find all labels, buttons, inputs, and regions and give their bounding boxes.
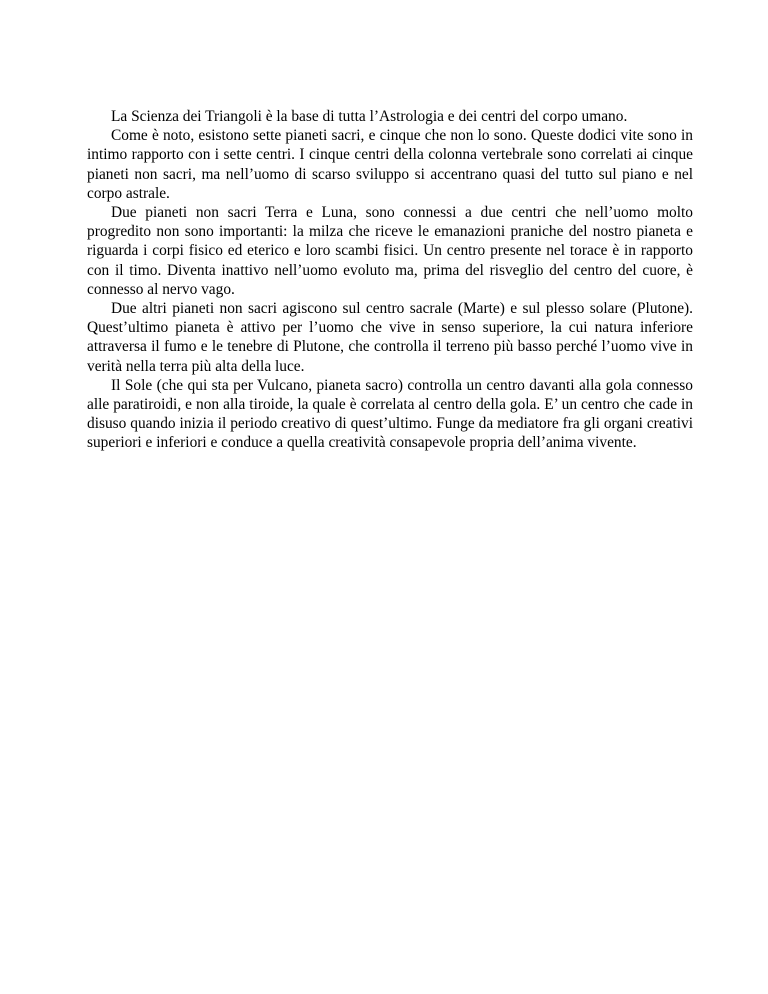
paragraph-triangles: La Scienza dei Triangoli è la base di tutta l’Astrologia e dei centri del corpo umano. bbox=[111, 108, 628, 125]
paragraph-sun-vulcan: Il Sole (che qui sta per Vulcano, pianeta sacro) controlla un centro davanti alla gola connesso alle paratiroidi, e non alla tiroide, la quale è correlata al centro della gola. E’ un centro che cade in disuso quando inizia il periodo creativo di quest’ultimo. Funge da mediatore fra gli organi creativi superiori e inferiori e conduce a quella creatività consapevole propria dell’anima vivente. bbox=[87, 376, 693, 452]
document-page bbox=[87, 107, 693, 453]
paragraph-earth-moon: Due pianeti non sacri Terra e Luna, sono connessi a due centri che nell’uomo molto progredito non sono importanti: la milza che riceve le emanazioni praniche del nostro pianeta e riguarda i corpi fisico ed eterico e loro scambi fisici. Un centro presente nel torace è in rapporto con il timo. Diventa inattivo nell’uomo evoluto ma, prima del risveglio del centro del cuore, è connesso al nervo vago. bbox=[87, 204, 693, 298]
paragraph-sacred-planets: Come è noto, esistono sette pianeti sacri, e cinque che non lo sono. Queste dodici vite sono in intimo rapporto con i sette centri. I cinque centri della colonna vertebrale sono correlati ai cinque pianeti non sacri, ma nell’uomo di scarso sviluppo si accentrano quasi del tutto sul piano e nel corpo astrale. bbox=[87, 127, 693, 202]
paragraph-mars-pluto: Due altri pianeti non sacri agiscono sul centro sacrale (Marte) e sul plesso solare (Plutone). Quest’ultimo pianeta è attivo per l’uomo che vive in senso superiore, la cui natura inferiore attraversa il fumo e le tenebre di Plutone, che controlla il terreno più basso perché l’uomo vive in verità nella terra più alta della luce. bbox=[87, 300, 693, 375]
